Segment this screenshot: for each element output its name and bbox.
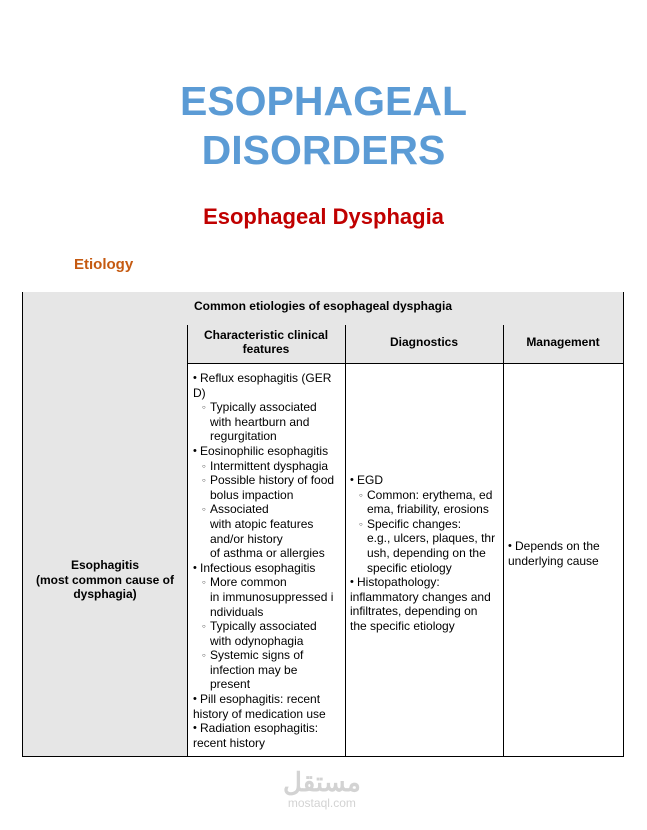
cell-line: ○ Systemic signs of xyxy=(210,648,334,663)
cell-line: underlying cause xyxy=(508,553,599,568)
cell-line: history of medication use xyxy=(193,706,326,721)
cell-line: ema, friability, erosions xyxy=(367,502,489,517)
header-diagnostics: Diagnostics xyxy=(345,320,503,364)
cell-line: ○ Typically associated xyxy=(210,619,334,634)
cell-line: • Pill esophagitis: recent xyxy=(200,692,334,707)
cell-line: • Reflux esophagitis (GER xyxy=(200,371,334,386)
cell-line: ○ Typically associated xyxy=(210,400,334,415)
cell-line: ndividuals xyxy=(210,604,264,619)
row-label-line: Esophagitis xyxy=(70,558,139,572)
cell-line: • EGD xyxy=(357,473,495,488)
cell-line: D) xyxy=(193,385,206,400)
cell-line: with heartburn and xyxy=(210,414,310,429)
cell-line: and/or history xyxy=(210,531,283,546)
cell-line: ○ Possible history of food xyxy=(210,473,334,488)
header-features: Characteristic clinical features xyxy=(187,320,345,364)
mostaql-watermark-logo xyxy=(283,768,361,810)
column-divider xyxy=(187,325,188,756)
subtitle: Esophageal Dysphagia xyxy=(203,204,444,229)
cell-line: in immunosuppressed i xyxy=(210,589,334,604)
cell-line: recent history xyxy=(193,735,266,750)
cell-line: • Infectious esophagitis xyxy=(200,561,334,576)
cell-line: with atopic features xyxy=(210,516,314,531)
cell-line: regurgitation xyxy=(210,429,277,444)
title-line-1: ESOPHAGEAL xyxy=(179,78,468,124)
cell-line: with odynophagia xyxy=(210,633,304,648)
cell-line: ○ Common: erythema, ed xyxy=(367,488,495,503)
row-label-cell xyxy=(23,320,187,756)
row-label-line: (most common cause of xyxy=(35,572,175,587)
cell-line: ○ Intermittent dysphagia xyxy=(210,459,334,474)
features-cell xyxy=(193,371,334,750)
watermark-arabic: مستقل xyxy=(283,767,361,797)
management-cell xyxy=(508,539,600,568)
cell-line: of asthma or allergies xyxy=(210,546,325,561)
cell-line: ush, depending on the xyxy=(367,545,486,560)
cell-line: e.g., ulcers, plaques, thr xyxy=(367,531,496,546)
column-divider xyxy=(345,325,346,756)
cell-line: • Depends on the xyxy=(515,539,600,554)
row-label xyxy=(23,558,187,602)
watermark-latin: mostaql.com xyxy=(287,796,356,810)
cell-line: bolus impaction xyxy=(210,487,294,502)
cell-line: • Histopathology: xyxy=(357,575,495,590)
table-caption: Common etiologies of esophageal dysphagia xyxy=(23,292,623,320)
cell-line: ○ More common xyxy=(210,575,334,590)
cell-line: ○ Associated xyxy=(210,502,334,517)
title-line-2: DISORDERS xyxy=(201,127,446,173)
diagnostics-cell xyxy=(350,473,495,634)
cell-line: • Radiation esophagitis: xyxy=(200,721,334,736)
cell-line: infection may be xyxy=(210,662,298,677)
section-heading: Etiology xyxy=(74,256,134,273)
column-divider xyxy=(503,325,504,756)
cell-line: specific etiology xyxy=(367,560,452,575)
etiology-table xyxy=(22,292,624,757)
cell-line: ○ Specific changes: xyxy=(367,517,495,532)
cell-line: • Eosinophilic esophagitis xyxy=(200,444,334,459)
cell-line: infiltrates, depending on xyxy=(350,604,478,619)
row-label-line: dysphagia) xyxy=(73,587,137,602)
cell-line: the specific etiology xyxy=(350,618,455,633)
cell-line: inflammatory changes and xyxy=(350,589,491,604)
header-management: Management xyxy=(503,320,623,364)
cell-line: present xyxy=(210,677,251,692)
